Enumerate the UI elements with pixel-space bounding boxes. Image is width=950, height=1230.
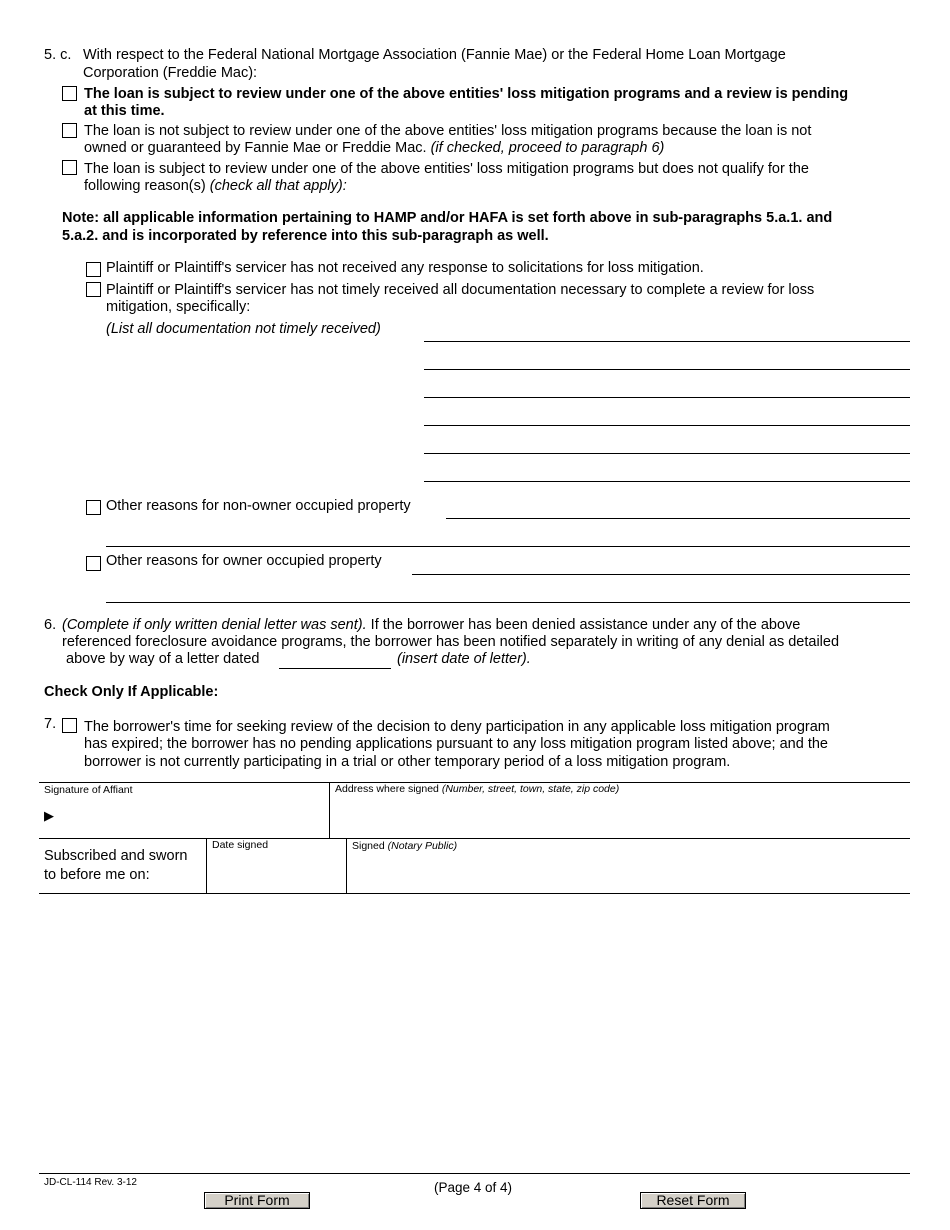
docs-input-line-1[interactable] [424, 341, 910, 342]
section-5c-intro-line2: Corporation (Freddie Mac): [83, 65, 258, 81]
section-7-number: 7. [44, 716, 57, 732]
reason-missing-docs-line2: mitigation, specifically: [106, 299, 251, 315]
reason-no-response-checkbox[interactable] [86, 262, 101, 277]
check-only-heading: Check Only If Applicable: [44, 684, 219, 700]
section-6-number: 6. [44, 617, 57, 633]
section-5c-number: 5. c. [44, 47, 72, 63]
reason-missing-docs-line1: Plaintiff or Plaintiff's servicer has not timely received all documentation necessary to complete a review for loss [106, 282, 815, 298]
option-review-pending-line2: at this time. [84, 103, 165, 119]
docs-input-line-5[interactable] [424, 453, 910, 454]
docs-input-line-3[interactable] [424, 397, 910, 398]
option-not-subject-line2: owned or guaranteed by Fannie Mae or Freddie Mac. (if checked, proceed to paragraph 6) [84, 140, 665, 156]
other-non-owner-label: Other reasons for non-owner occupied property [106, 498, 411, 514]
reset-form-button[interactable]: Reset Form [640, 1192, 746, 1209]
section-6-line1: (Complete if only written denial letter was sent). If the borrower has been denied assistance under any of the above [62, 617, 801, 633]
notary-signed-label: Signed (Notary Public) [352, 840, 458, 852]
option-not-qualify-note: (check all that apply): [209, 178, 347, 194]
notary-signed-field[interactable] [352, 852, 907, 890]
date-signed-label: Date signed [212, 839, 269, 851]
section-7-line1: The borrower's time for seeking review of the decision to deny participation in any applicable loss mitigation program [84, 719, 830, 735]
docs-input-line-6[interactable] [424, 481, 910, 482]
section-7-line3: borrower is not currently participating in a trial or other temporary period of a loss mitigation program. [84, 754, 731, 770]
other-non-owner-input-line-2[interactable] [106, 546, 910, 547]
option-review-pending-line1: The loan is subject to review under one of the above entities' loss mitigation programs and a review is pending [84, 86, 849, 102]
other-owner-input-line-2[interactable] [106, 602, 910, 603]
signature-affiant-field[interactable] [62, 795, 322, 835]
option-not-subject-checkbox[interactable] [62, 123, 77, 138]
footer-divider [39, 1173, 910, 1174]
hamp-note-line1: Note: all applicable information pertaining to HAMP and/or HAFA is set forth above in sub-paragraphs 5.a.1. and [62, 210, 833, 226]
option-not-qualify-line2: following reason(s) (check all that apply): [84, 178, 347, 194]
address-signed-note: (Number, street, town, state, zip code) [441, 783, 620, 795]
section-6-lead: (Complete if only written denial letter was sent). [62, 617, 367, 633]
reason-no-response-label: Plaintiff or Plaintiff's servicer has not received any response to solicitations for loss mitigation. [106, 260, 704, 276]
section-7-line2: has expired; the borrower has no pending applications pursuant to any loss mitigation program listed above; and the [84, 736, 828, 752]
page-number: (Page 4 of 4) [434, 1180, 513, 1195]
notary-signed-note: (Notary Public) [387, 840, 458, 852]
signature-arrow-icon: ▶ [44, 808, 54, 823]
signature-affiant-label: Signature of Affiant [44, 784, 133, 796]
form-id: JD-CL-114 Rev. 3-12 [44, 1177, 137, 1188]
option-not-subject-note: (if checked, proceed to paragraph 6) [430, 140, 665, 156]
reason-missing-docs-checkbox[interactable] [86, 282, 101, 297]
option-not-qualify-checkbox[interactable] [62, 160, 77, 175]
section-6-line2: referenced foreclosure avoidance programs, the borrower has been notified separately in writing of any denial as detailed [62, 634, 840, 650]
subscribed-line2: to before me on: [44, 867, 150, 883]
address-signed-field[interactable] [335, 796, 905, 836]
section-6-date-note: (insert date of letter). [397, 651, 531, 667]
docs-input-line-2[interactable] [424, 369, 910, 370]
other-owner-label: Other reasons for owner occupied property [106, 553, 382, 569]
other-owner-input-line-1[interactable] [412, 574, 910, 575]
date-signed-field[interactable] [210, 852, 342, 890]
section-6-line3: above by way of a letter dated [66, 651, 260, 667]
option-review-pending-checkbox[interactable] [62, 86, 77, 101]
list-docs-label: (List all documentation not timely received) [106, 321, 381, 337]
docs-input-line-4[interactable] [424, 425, 910, 426]
hamp-note-line2: 5.a.2. and is incorporated by reference into this sub-paragraph as well. [62, 228, 549, 244]
print-form-button[interactable]: Print Form [204, 1192, 310, 1209]
option-not-qualify-line1: The loan is subject to review under one of the above entities' loss mitigation programs but does not qualify for the [84, 161, 809, 177]
subscribed-line1: Subscribed and sworn [44, 848, 188, 864]
section-7-checkbox[interactable] [62, 718, 77, 733]
address-signed-label: Address where signed (Number, street, town, state, zip code) [335, 783, 620, 795]
other-non-owner-input-line-1[interactable] [446, 518, 910, 519]
section-5c-intro-line1: With respect to the Federal National Mortgage Association (Fannie Mae) or the Federal Home Loan Mortgage [83, 47, 786, 63]
letter-date-input[interactable] [279, 668, 391, 669]
other-owner-checkbox[interactable] [86, 556, 101, 571]
other-non-owner-checkbox[interactable] [86, 500, 101, 515]
option-not-subject-line1: The loan is not subject to review under one of the above entities' loss mitigation programs because the loan is not [84, 123, 812, 139]
